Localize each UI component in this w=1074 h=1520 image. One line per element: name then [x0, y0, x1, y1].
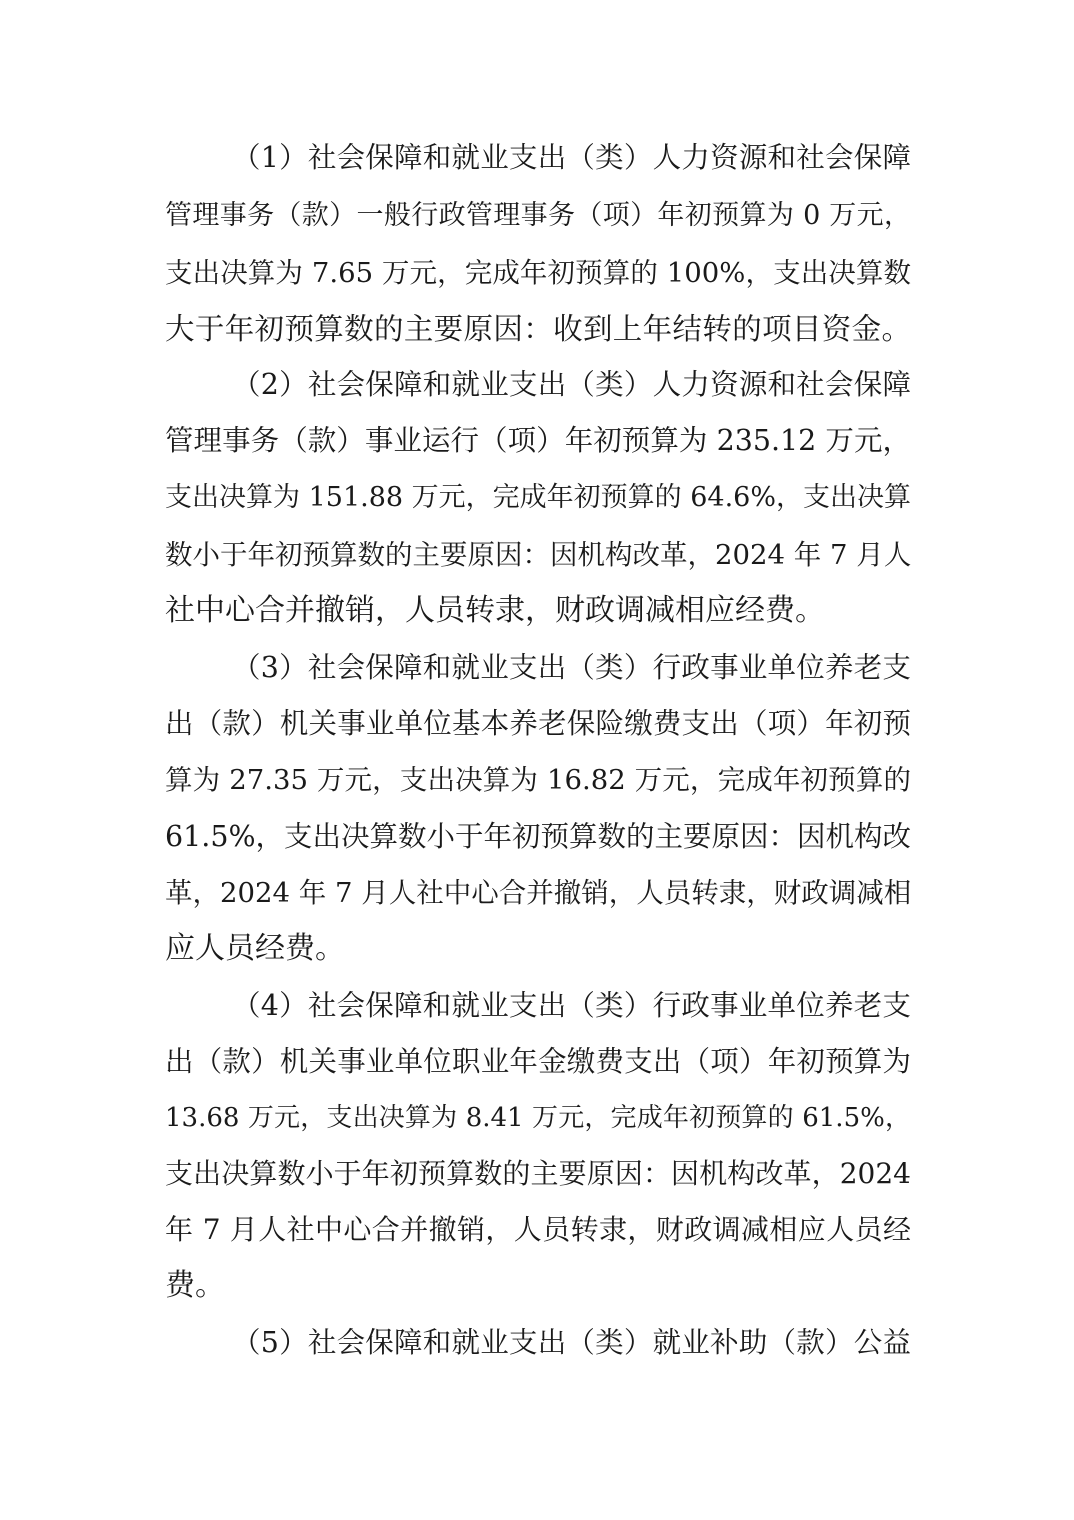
paragraph-4-line-1: （4）社会保障和就业支出（类）行政事业单位养老支 [232, 989, 911, 1022]
paragraph-4-line-4: 支出决算数小于年初预算数的主要原因：因机构改革，2024 [165, 1157, 911, 1190]
paragraph-3-line-4: 61.5%，支出决算数小于年初预算数的主要原因：因机构改 [165, 820, 912, 853]
paragraph-3-line-5: 革，2024 年 7 月人社中心合并撤销，人员转隶，财政调减相 [165, 877, 912, 909]
paragraph-4-line-6: 费。 [165, 1268, 225, 1303]
paragraph-2-line-4: 数小于年初预算数的主要原因：因机构改革，2024 年 7 月人 [165, 539, 912, 571]
paragraph-3-line-2: 出（款）机关事业单位基本养老保险缴费支出（项）年初预 [165, 707, 911, 740]
paragraph-2-line-2: 管理事务（款）事业运行（项）年初预算为 235.12 万元， [165, 424, 911, 457]
paragraph-1-line-2: 管理事务（款）一般行政管理事务（项）年初预算为 0 万元， [165, 200, 911, 231]
paragraph-5-line-1: （5）社会保障和就业支出（类）就业补助（款）公益 [232, 1326, 911, 1359]
paragraph-2-line-5: 社中心合并撤销，人员转隶，财政调减相应经费。 [165, 593, 825, 628]
paragraph-2-line-3: 支出决算为 151.88 万元，完成年初预算的 64.6%，支出决算 [165, 482, 911, 513]
paragraph-1-line-4: 大于年初预算数的主要原因：收到上年结转的项目资金。 [165, 312, 911, 346]
paragraph-1-line-3: 支出决算为 7.65 万元，完成年初预算的 100%，支出决算数 [165, 257, 911, 289]
paragraph-4-line-2: 出（款）机关事业单位职业年金缴费支出（项）年初预算为 [165, 1045, 911, 1078]
paragraph-4-line-3: 13.68 万元，支出决算为 8.41 万元，完成年初预算的 61.5%， [165, 1103, 911, 1133]
paragraph-1-line-1: （1）社会保障和就业支出（类）人力资源和社会保障 [232, 141, 911, 174]
paragraph-2-line-1: （2）社会保障和就业支出（类）人力资源和社会保障 [232, 368, 911, 401]
paragraph-3-line-1: （3）社会保障和就业支出（类）行政事业单位养老支 [232, 651, 911, 684]
paragraph-4-line-5: 年 7 月人社中心合并撤销，人员转隶，财政调减相应人员经 [165, 1213, 911, 1246]
paragraph-3-line-6: 应人员经费。 [165, 931, 345, 966]
paragraph-3-line-3: 算为 27.35 万元，支出决算为 16.82 万元，完成年初预算的 [165, 764, 911, 796]
